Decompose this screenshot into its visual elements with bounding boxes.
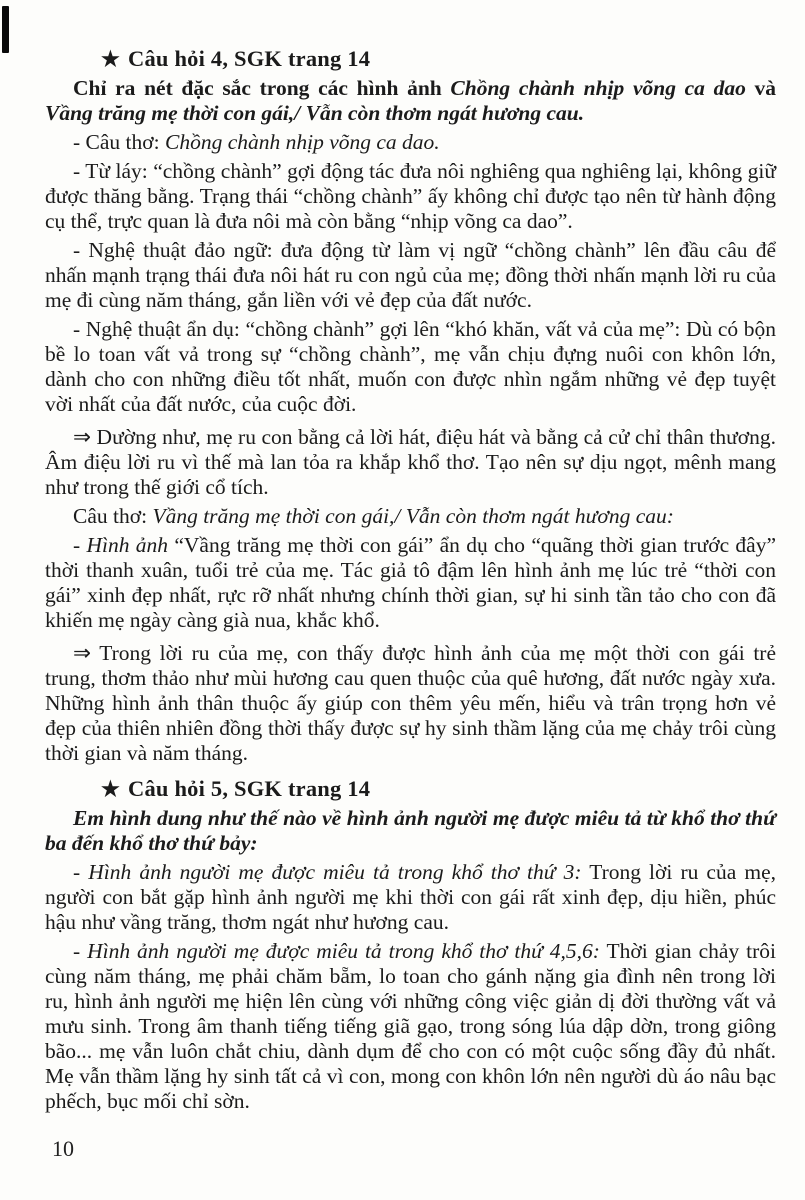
dao-ngu-analysis-paragraph: - Nghệ thuật đảo ngữ: đưa động từ làm vị ngữ “chồng chành” lên đầu câu để nhấn mạnh trạng thái đưa nôi hát ru con ngủ của mẹ; đồng thời nhấn mạnh lời ru của mẹ đi cùng năm tháng, gắn liền với vẻ đẹp của đất nước. (45, 238, 776, 312)
verse-quote-2: Vầng trăng mẹ thời con gái,/ Vẫn còn thơm ngát hương cau. (45, 101, 585, 125)
question-5-heading-label: Câu hỏi 5, SGK trang 14 (128, 776, 371, 801)
question-4-prompt: Chỉ ra nét đặc sắc trong các hình ảnh Chồng chành nhịp võng ca dao và Vầng trăng mẹ thời con gái,/ Vẫn còn thơm ngát hương cau. (45, 76, 777, 125)
question-4-heading (45, 46, 776, 72)
question-4-heading-label: Câu hỏi 4, SGK trang 14 (128, 46, 371, 71)
kho-tho-456-paragraph: - Hình ảnh người mẹ được miêu tả trong khổ thơ thứ 4,5,6: Thời gian chảy trôi cùng năm tháng, mẹ phải chăm bẵm, lo toan cho gánh nặng gia đình nên trong lời ru, hình ảnh người mẹ hiện lên cùng với những công việc giản dị đời thường vất vả mưu sinh. Trong âm thanh tiếng tiếng giã gạo, trong sóng lúa dập dờn, trong giông bão... mẹ vẫn luôn chắt chiu, dành dụm để cho con có một cuộc sống đầy đủ nhất. Mẹ vẫn thầm lặng hy sinh tất cả vì con, mong con khôn lớn nên người dù áo nâu bạc phếch, bục mối chỉ sờn. (45, 939, 776, 1113)
star-icon: ★ (101, 47, 121, 71)
tu-lay-analysis-paragraph: - Từ láy: “chồng chành” gợi động tác đưa nôi nghiêng qua nghiêng lại, không giữ được thăng bằng. Trạng thái “chồng chành” ấy không chỉ được tạo nên từ hành động cụ thể, trực quan là đưa nôi mà còn bằng “nhịp võng ca dao”. (45, 159, 776, 233)
question-5-prompt: Em hình dung như thế nào về hình ảnh người mẹ được miêu tả từ khổ thơ thứ ba đến khổ thơ thứ bảy: (45, 806, 776, 855)
conclusion-1-paragraph: ⇒ Dường như, mẹ ru con bằng cả lời hát, điệu hát và bằng cả cử chỉ thân thương. Âm điệu lời ru vì thế mà lan tỏa ra khắp khổ thơ. Tạo nên sự dịu ngọt, mênh mang như trong thế giới cổ tích. (45, 425, 776, 499)
kho-tho-3-paragraph: - Hình ảnh người mẹ được miêu tả trong khổ thơ thứ 3: Trong lời ru của mẹ, người con bắt gặp hình ảnh người mẹ khi thời con gái rất xinh đẹp, dịu hiền, phúc hậu như vầng trăng, thơm ngát như hương cau. (45, 860, 776, 934)
verse-line-1-paragraph: - Câu thơ: Chồng chành nhịp võng ca dao. (73, 130, 440, 154)
question-5-heading (45, 776, 776, 802)
page-number: 10 (52, 1136, 74, 1161)
verse-line-2-paragraph: Câu thơ: Vầng trăng mẹ thời con gái,/ Vẫn còn thơm ngát hương cau: (73, 504, 674, 528)
hinh-anh-analysis-paragraph: - Hình ảnh “Vầng trăng mẹ thời con gái” ẩn dụ cho “quãng thời gian trước đây” thời thanh xuân, tuổi trẻ của mẹ. Tác giả tô đậm lên hình ảnh mẹ lúc trẻ “thời con gái” xinh đẹp nhất, rực rỡ nhất nhưng chính thời gian, sự hi sinh tần tảo cho con đã khiến mẹ ngày càng già nua, khắc khổ. (45, 533, 777, 632)
an-du-analysis-paragraph: - Nghệ thuật ẩn dụ: “chồng chành” gợi lên “khó khăn, vất vả của mẹ”: Dù có bộn bề lo toan vất vả trong sự “chồng chành”, mẹ vẫn chịu đựng nuôi con khôn lớn, dành cho con những điều tốt nhất, muốn con được nhìn ngắm những vẻ đẹp tuyệt vời nhất của đất nước, của cuộc đời. (45, 317, 776, 416)
conclusion-2-paragraph: ⇒ Trong lời ru của mẹ, con thấy được hình ảnh của mẹ một thời con gái trẻ trung, thơm thảo như mùi hương cau quen thuộc của quê hương, đất nước ngày xưa. Những hình ảnh thân thuộc ấy giúp con thêm yêu mến, hiểu và trân trọng hơn vẻ đẹp của thiên nhiên đồng thời thấy được sự hy sinh thầm lặng của mẹ chảy trôi cùng thời gian và năm tháng. (45, 641, 776, 765)
scan-artifact-mark (2, 6, 9, 53)
verse-quote-1: Chồng chành nhịp võng ca dao (450, 76, 746, 100)
star-icon: ★ (101, 777, 121, 801)
document-page (45, 46, 776, 1114)
